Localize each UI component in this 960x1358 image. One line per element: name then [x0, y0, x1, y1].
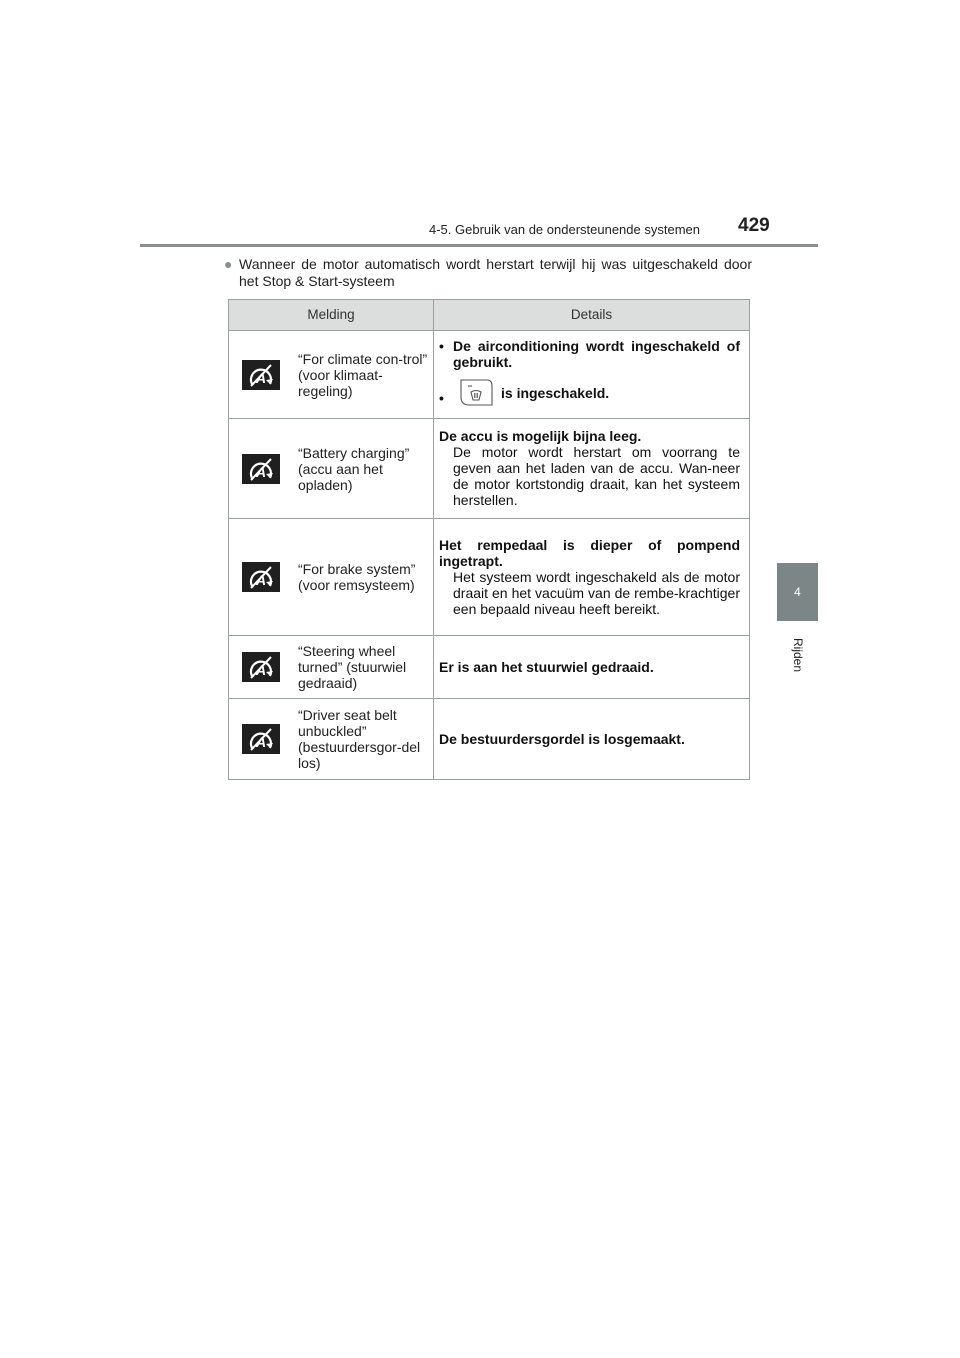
message-text: “For climate con-trol” (voor klimaat-regeling) — [298, 350, 428, 399]
stop-start-off-icon — [242, 360, 280, 390]
details-cell — [434, 699, 750, 780]
message-text: “Steering wheel turned” (stuurwiel gedraaid) — [298, 643, 407, 691]
message-table — [228, 299, 750, 780]
chapter-label-text: Rijden — [791, 637, 805, 673]
details-cell — [434, 519, 750, 636]
detail-title: De bestuurdersgordel is losgemaakt. — [439, 730, 685, 747]
detail-title: Het rempedaal is dieper of pompend ingetrapt. — [439, 536, 740, 569]
detail-title: De accu is mogelijk bijna leeg. — [439, 428, 642, 444]
stop-start-off-icon — [242, 724, 280, 754]
message-text: “Battery charging” (accu aan het opladen) — [298, 444, 410, 493]
table-row — [229, 519, 750, 636]
chapter-tab-number: 4 — [794, 585, 801, 599]
svg-text:A: A — [255, 734, 267, 750]
detail-body: De motor wordt herstart om voorrang te geven aan het laden van de accu. Wan-neer de motor kortstondig draait, kan het systeem herstellen. — [453, 444, 740, 508]
intro-text: Wanneer de motor automatisch wordt herstart terwijl hij was uitgeschakeld door het Stop & Start-systeem — [239, 256, 752, 289]
table-header-row — [229, 300, 750, 331]
details-cell — [434, 331, 750, 419]
detail-title: Er is aan het stuurwiel gedraaid. — [439, 658, 654, 675]
table-row — [229, 419, 750, 519]
defroster-switch-icon — [459, 378, 495, 411]
table-row — [229, 699, 750, 780]
message-cell — [229, 419, 434, 519]
stop-start-off-icon — [242, 652, 280, 682]
message-cell — [229, 519, 434, 636]
message-cell — [229, 331, 434, 419]
message-cell — [229, 699, 434, 780]
header-rule — [140, 244, 818, 247]
detail-list-item: • is ingeschakeld. — [439, 378, 740, 411]
stop-start-off-icon — [242, 454, 280, 484]
running-header: 4-5. Gebruik van de ondersteunende systemen — [428, 222, 700, 237]
svg-text:A: A — [255, 662, 267, 678]
chapter-label — [778, 630, 818, 680]
table-row — [229, 331, 750, 419]
chapter-tab — [777, 563, 818, 621]
details-cell — [434, 419, 750, 519]
bullet-icon: ● — [224, 256, 233, 272]
svg-text:A: A — [255, 463, 267, 480]
header-details: Details — [434, 300, 750, 331]
page-number: 429 — [738, 215, 770, 236]
detail-list-item: • De airconditioning wordt ingeschakeld of gebruikt. — [439, 337, 740, 370]
stop-start-off-icon — [242, 562, 280, 592]
detail-body: Het systeem wordt ingeschakeld als de motor draait en het vacuüm van de rembe-krachtiger een bepaald niveau heeft bereikt. — [453, 568, 740, 617]
details-cell — [434, 636, 750, 699]
svg-text:A: A — [255, 369, 267, 386]
message-text: “For brake system” (voor remsysteem) — [298, 561, 416, 593]
table-row — [229, 636, 750, 699]
message-cell — [229, 636, 434, 699]
message-text: “Driver seat belt unbuckled” (bestuurdersgor-del los) — [298, 707, 421, 771]
detail-text: is ingeschakeld. — [501, 384, 610, 401]
detail-text: De airconditioning wordt ingeschakeld of gebruikt. — [453, 337, 740, 370]
svg-text:A: A — [255, 572, 267, 588]
intro-paragraph — [224, 256, 752, 290]
header-message: Melding — [229, 300, 434, 331]
